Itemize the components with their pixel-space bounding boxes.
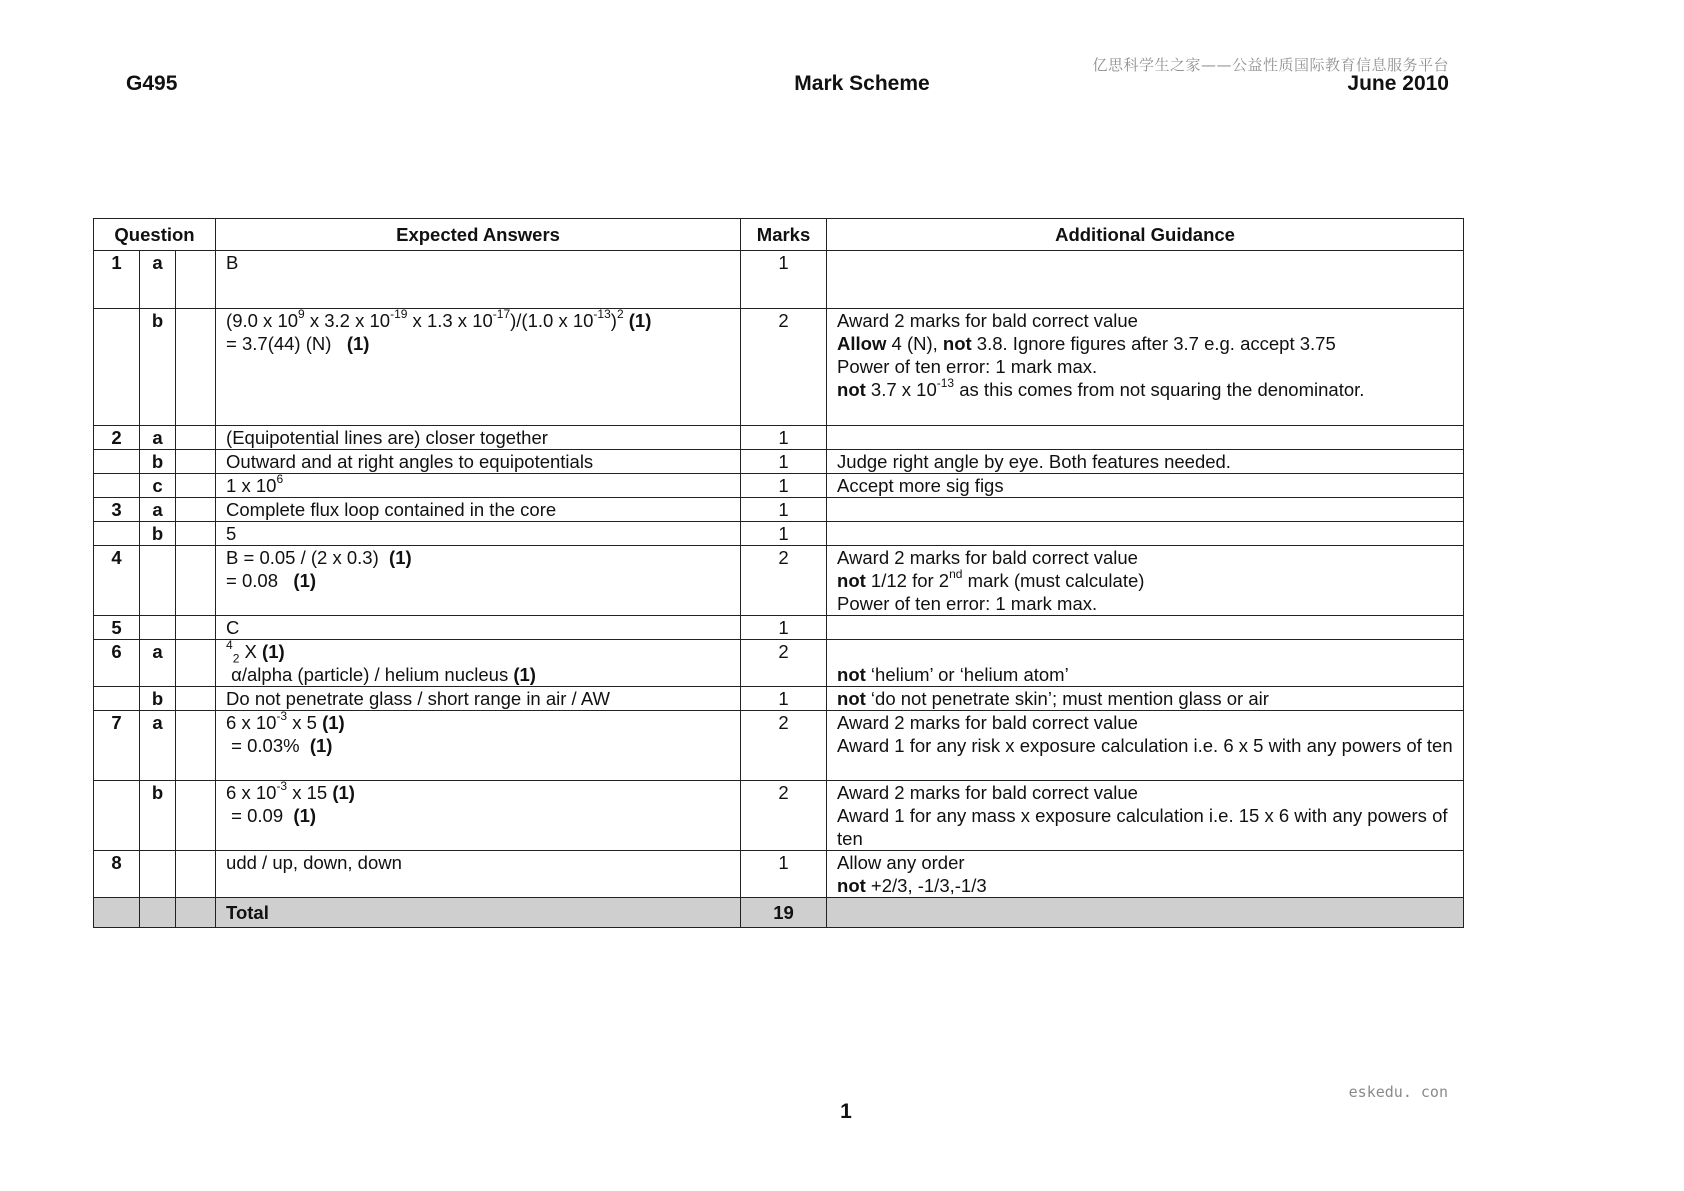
paper-code: G495 — [126, 72, 178, 95]
guidance-line — [837, 640, 1453, 663]
guidance-line: not ‘do not penetrate skin’; must mention glass or air — [837, 688, 1269, 709]
answer-line: 6 x $10^{-3}$ x 15 (1) — [226, 780, 355, 803]
sub-part — [176, 781, 216, 851]
sub-part — [176, 711, 216, 781]
question-number — [94, 474, 140, 498]
answer-line: α/alpha (particle) / helium nucleus (1) — [226, 664, 536, 685]
sub-part — [176, 522, 216, 546]
question-part — [140, 851, 176, 898]
sub-part — [176, 687, 216, 711]
sub-part — [176, 426, 216, 450]
table-row — [94, 498, 1464, 522]
guidance-line: not 1/12 for 2nd mark (must calculate) — [837, 566, 1145, 591]
marks: 2 — [741, 546, 827, 616]
guidance-line: Award 2 marks for bald correct value — [837, 547, 1138, 568]
answer-line: Complete flux loop contained in the core — [226, 499, 557, 520]
sub-part — [176, 851, 216, 898]
question-number — [94, 687, 140, 711]
question-part: a — [140, 498, 176, 522]
expected-answer — [216, 450, 741, 474]
answer-line: Do not penetrate glass / short range in air / AW — [226, 688, 610, 709]
marks: 1 — [741, 687, 827, 711]
expected-answer — [216, 781, 741, 851]
question-part: b — [140, 309, 176, 426]
expected-answer — [216, 498, 741, 522]
guidance — [827, 711, 1464, 781]
page-title: Mark Scheme — [794, 72, 930, 95]
table-row — [94, 450, 1464, 474]
answer-line: 5 — [226, 523, 237, 544]
guidance-line: Power of ten error: 1 mark max. — [837, 593, 1098, 614]
table-row — [94, 616, 1464, 640]
answer-line: B = 0.05 / (2 x 0.3) (1) — [226, 547, 412, 568]
question-number — [94, 309, 140, 426]
answer-line: Outward and at right angles to equipotentials — [226, 451, 594, 472]
guidance-line: Award 2 marks for bald correct value — [837, 782, 1138, 803]
answer-line: = 0.09 (1) — [226, 805, 317, 826]
table-header-row — [94, 219, 1464, 251]
marks: 1 — [741, 498, 827, 522]
answer-line: (9.0 x $10^9$ x 3.2 x $10^{-19}$ x 1.3 x $10^{-17})/(1.0$ x $10^{-13})^2$ (1) — [226, 308, 652, 331]
guidance — [827, 474, 1464, 498]
guidance — [827, 450, 1464, 474]
question-part: a — [140, 251, 176, 309]
answer-line: B — [226, 252, 239, 273]
question-number: 3 — [94, 498, 140, 522]
marks: 1 — [741, 616, 827, 640]
question-number — [94, 522, 140, 546]
exam-date: June 2010 — [1347, 72, 1449, 95]
guidance-line: Power of ten error: 1 mark max. — [837, 356, 1098, 377]
answer-line: 1 x $10^6$ — [226, 473, 284, 496]
guidance — [827, 309, 1464, 426]
sub-part — [176, 616, 216, 640]
total-marks: 19 — [741, 898, 827, 928]
marks: 1 — [741, 522, 827, 546]
marks: 2 — [741, 711, 827, 781]
table-row — [94, 426, 1464, 450]
page-number: 1 — [840, 1100, 852, 1123]
answer-line: 6 x $10^{-3}$ x 5 (1) — [226, 710, 345, 733]
answer-line: C — [226, 617, 240, 638]
mark-scheme-table — [93, 218, 1464, 928]
question-part — [140, 546, 176, 616]
question-part: c — [140, 474, 176, 498]
question-number: 5 — [94, 616, 140, 640]
guidance-line: Award 2 marks for bald correct value — [837, 310, 1138, 331]
guidance — [827, 251, 1464, 309]
question-number: 4 — [94, 546, 140, 616]
table-row — [94, 251, 1464, 309]
marks: 1 — [741, 450, 827, 474]
total-row — [94, 898, 1464, 928]
table-row — [94, 687, 1464, 711]
watermark-top: 亿思科学生之家——公益性质国际教育信息服务平台 — [1092, 56, 1449, 74]
guidance — [827, 498, 1464, 522]
header-marks: Marks — [741, 219, 827, 251]
question-number: 8 — [94, 851, 140, 898]
total-s-blank — [176, 898, 216, 928]
sub-part — [176, 640, 216, 687]
guidance — [827, 687, 1464, 711]
guidance-line: not 3.7 x $10^{-13}$ as this comes from not squaring the denominator. — [837, 375, 1365, 400]
sub-part — [176, 474, 216, 498]
guidance-line: Award 1 for any risk x exposure calculation i.e. 6 x 5 with any powers of ten — [837, 735, 1453, 756]
guidance-line: Award 1 for any mass x exposure calculation i.e. 15 x 6 with any powers of ten — [837, 805, 1448, 849]
question-part: a — [140, 426, 176, 450]
guidance-line: Judge right angle by eye. Both features needed. — [837, 451, 1231, 472]
expected-answer — [216, 616, 741, 640]
table-row — [94, 522, 1464, 546]
question-part: b — [140, 687, 176, 711]
question-part: b — [140, 450, 176, 474]
total-guidance-blank — [827, 898, 1464, 928]
guidance — [827, 546, 1464, 616]
question-part: a — [140, 640, 176, 687]
total-q-blank — [94, 898, 140, 928]
sub-part — [176, 251, 216, 309]
marks: 2 — [741, 640, 827, 687]
guidance — [827, 616, 1464, 640]
guidance — [827, 781, 1464, 851]
guidance-line: not ‘helium’ or ‘helium atom’ — [837, 664, 1069, 685]
guidance-line: Accept more sig figs — [837, 475, 1004, 496]
table-row — [94, 546, 1464, 616]
answer-line: $^4_2$ X (1) — [226, 639, 285, 666]
total-p-blank — [140, 898, 176, 928]
answer-line: = 0.08 (1) — [226, 570, 317, 591]
header-expected-answers: Expected Answers — [216, 219, 741, 251]
question-number: 7 — [94, 711, 140, 781]
answer-line: (Equipotential lines are) closer together — [226, 427, 548, 448]
expected-answer — [216, 251, 741, 309]
guidance-line: not +2/3, -1/3,-1/3 — [837, 875, 987, 896]
question-part — [140, 616, 176, 640]
marks: 1 — [741, 851, 827, 898]
sub-part — [176, 309, 216, 426]
question-number — [94, 781, 140, 851]
total-label: Total — [216, 898, 741, 928]
expected-answer — [216, 309, 741, 426]
header-additional-guidance: Additional Guidance — [827, 219, 1464, 251]
expected-answer — [216, 711, 741, 781]
expected-answer — [216, 687, 741, 711]
expected-answer — [216, 522, 741, 546]
marks: 1 — [741, 474, 827, 498]
guidance-line: Award 2 marks for bald correct value — [837, 712, 1138, 733]
table-row — [94, 781, 1464, 851]
sub-part — [176, 450, 216, 474]
question-part: b — [140, 781, 176, 851]
guidance — [827, 426, 1464, 450]
table-row — [94, 640, 1464, 687]
guidance — [827, 851, 1464, 898]
sub-part — [176, 546, 216, 616]
marks: 2 — [741, 309, 827, 426]
guidance — [827, 522, 1464, 546]
expected-answer — [216, 546, 741, 616]
table-row — [94, 474, 1464, 498]
expected-answer — [216, 851, 741, 898]
table-row — [94, 309, 1464, 426]
expected-answer — [216, 640, 741, 687]
marks: 2 — [741, 781, 827, 851]
answer-line: = 0.03% (1) — [226, 735, 333, 756]
marks: 1 — [741, 251, 827, 309]
header-question: Question — [94, 219, 216, 251]
expected-answer — [216, 426, 741, 450]
table-row — [94, 711, 1464, 781]
watermark-bottom: eskedu. con — [1348, 1083, 1448, 1101]
guidance-line: Allow 4 (N), not 3.8. Ignore figures after 3.7 e.g. accept 3.75 — [837, 333, 1336, 354]
expected-answer — [216, 474, 741, 498]
question-number: 1 — [94, 251, 140, 309]
answer-line: = 3.7(44) (N) (1) — [226, 333, 370, 354]
question-number: 6 — [94, 640, 140, 687]
marks: 1 — [741, 426, 827, 450]
question-number — [94, 450, 140, 474]
table-row — [94, 851, 1464, 898]
question-part: a — [140, 711, 176, 781]
guidance — [827, 640, 1464, 687]
question-part: b — [140, 522, 176, 546]
answer-line: udd / up, down, down — [226, 852, 402, 873]
guidance-line: Allow any order — [837, 852, 965, 873]
sub-part — [176, 498, 216, 522]
question-number: 2 — [94, 426, 140, 450]
